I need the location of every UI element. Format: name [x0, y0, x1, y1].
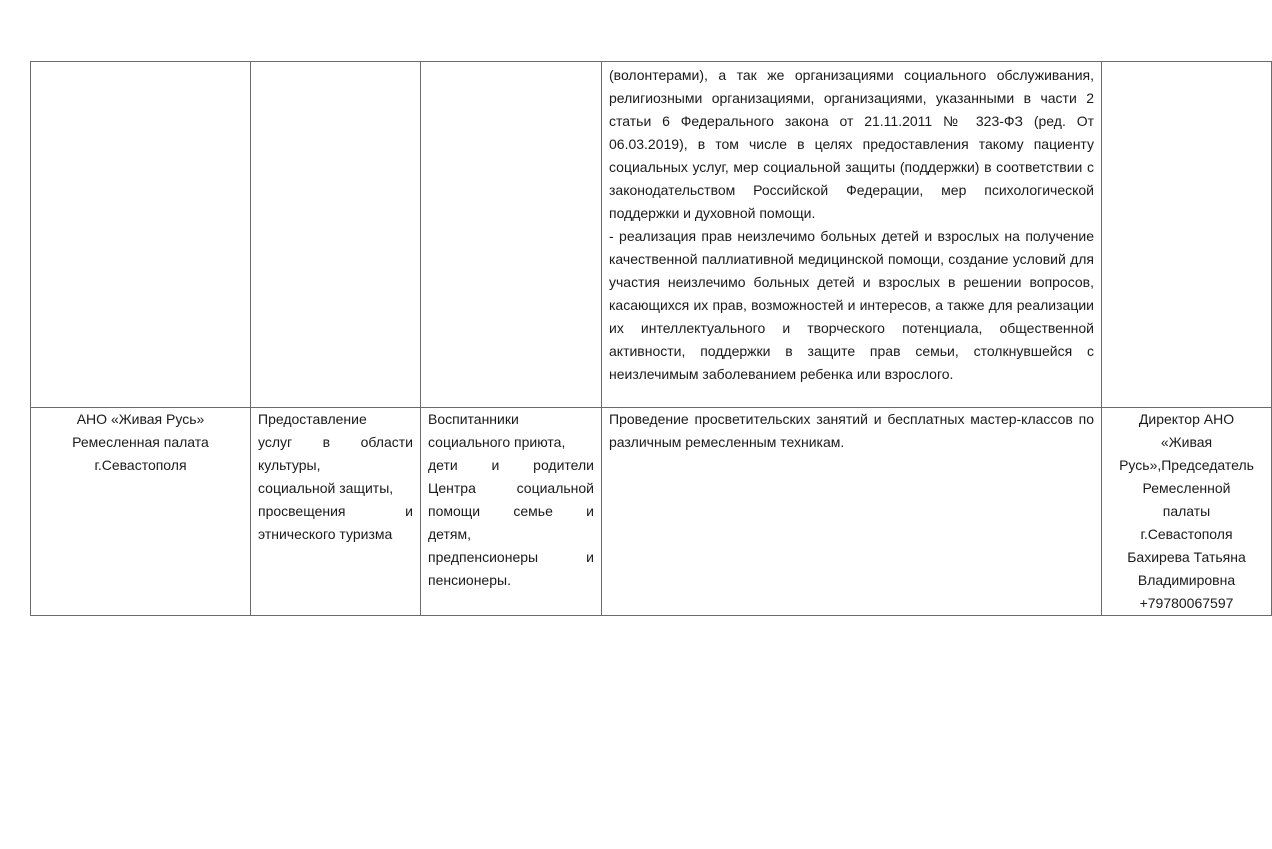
table-row-entry	[31, 408, 1272, 616]
activity-cell	[602, 408, 1102, 616]
target-group-line: детям,	[428, 526, 471, 542]
contact-cell	[1102, 408, 1272, 616]
target-group-cell-empty	[421, 62, 602, 408]
activity-paragraph-2: - реализация прав неизлечимо больных детей и взрослых на получение качественной паллиативной медицинской помощи, создание условий для участия неизлечимо больных детей и взрослых в решении вопросов, касающихся их прав, возможностей и интересов, а также для реализации их интеллектуального и творческого потенциала, общественной активности, поддержки в защите прав семьи, столкнувшейся с неизлечимым заболеванием ребенка или взрослого.	[609, 228, 1094, 382]
target-group-line: предпенсионеры и	[428, 549, 594, 565]
target-group-line: социального приюта,	[428, 434, 566, 450]
table-row-continuation	[31, 62, 1272, 408]
target-group-line: дети и родители	[428, 457, 594, 473]
services-line: культуры,	[258, 457, 321, 473]
target-group-line: Центра социальной	[428, 480, 594, 496]
activity-paragraph: Проведение просветительских занятий и бесплатных мастер-классов по различным ремесленным техникам.	[609, 411, 1094, 450]
target-group-line: пенсионеры.	[428, 572, 511, 588]
activity-paragraph-1: (волонтерами), а так же организациями социального обслуживания, религиозными организациями, организациями, указанными в части 2 статьи 6 Федерального закона от 21.11.2011 № 323-ФЗ (ред. От 06.03.2019), в том числе в целях предоставления такому пациенту социальных услуг, мер социальной защиты (поддержки) в соответствии с законодательством Российской Федерации, мер психологической поддержки и духовной помощи.	[609, 67, 1094, 221]
contact-line: Ремесленной	[1142, 480, 1231, 496]
target-group-line: помощи семье и	[428, 503, 594, 519]
services-line: просвещения и	[258, 503, 413, 519]
services-line: услуг в области	[258, 434, 413, 450]
contact-line: «Живая	[1160, 434, 1213, 450]
target-group-cell	[421, 408, 602, 616]
organization-line: г.Севастополя	[94, 457, 187, 473]
services-line: Предоставление	[258, 411, 367, 427]
services-line: социальной защиты,	[258, 480, 394, 496]
contact-line: палаты	[1162, 503, 1211, 519]
activity-cell-continuation	[602, 62, 1102, 408]
contact-line: г.Севастополя	[1140, 526, 1233, 542]
contact-cell-empty	[1102, 62, 1272, 408]
services-cell-empty	[251, 62, 421, 408]
organization-cell	[31, 408, 251, 616]
organization-line: Ремесленная палата	[72, 434, 209, 450]
organization-line: АНО «Живая Русь»	[76, 411, 205, 427]
contact-line: Директор АНО	[1138, 411, 1235, 427]
contact-line: Бахирева Татьяна	[1127, 549, 1246, 565]
target-group-line: Воспитанники	[428, 411, 519, 427]
document-table	[30, 61, 1272, 616]
services-cell	[251, 408, 421, 616]
contact-line: Владимировна	[1137, 572, 1236, 588]
organization-cell-empty	[31, 62, 251, 408]
contact-line: +79780067597	[1139, 595, 1234, 611]
contact-line: Русь»,Председатель	[1119, 457, 1254, 473]
services-line: этнического туризма	[258, 526, 393, 542]
